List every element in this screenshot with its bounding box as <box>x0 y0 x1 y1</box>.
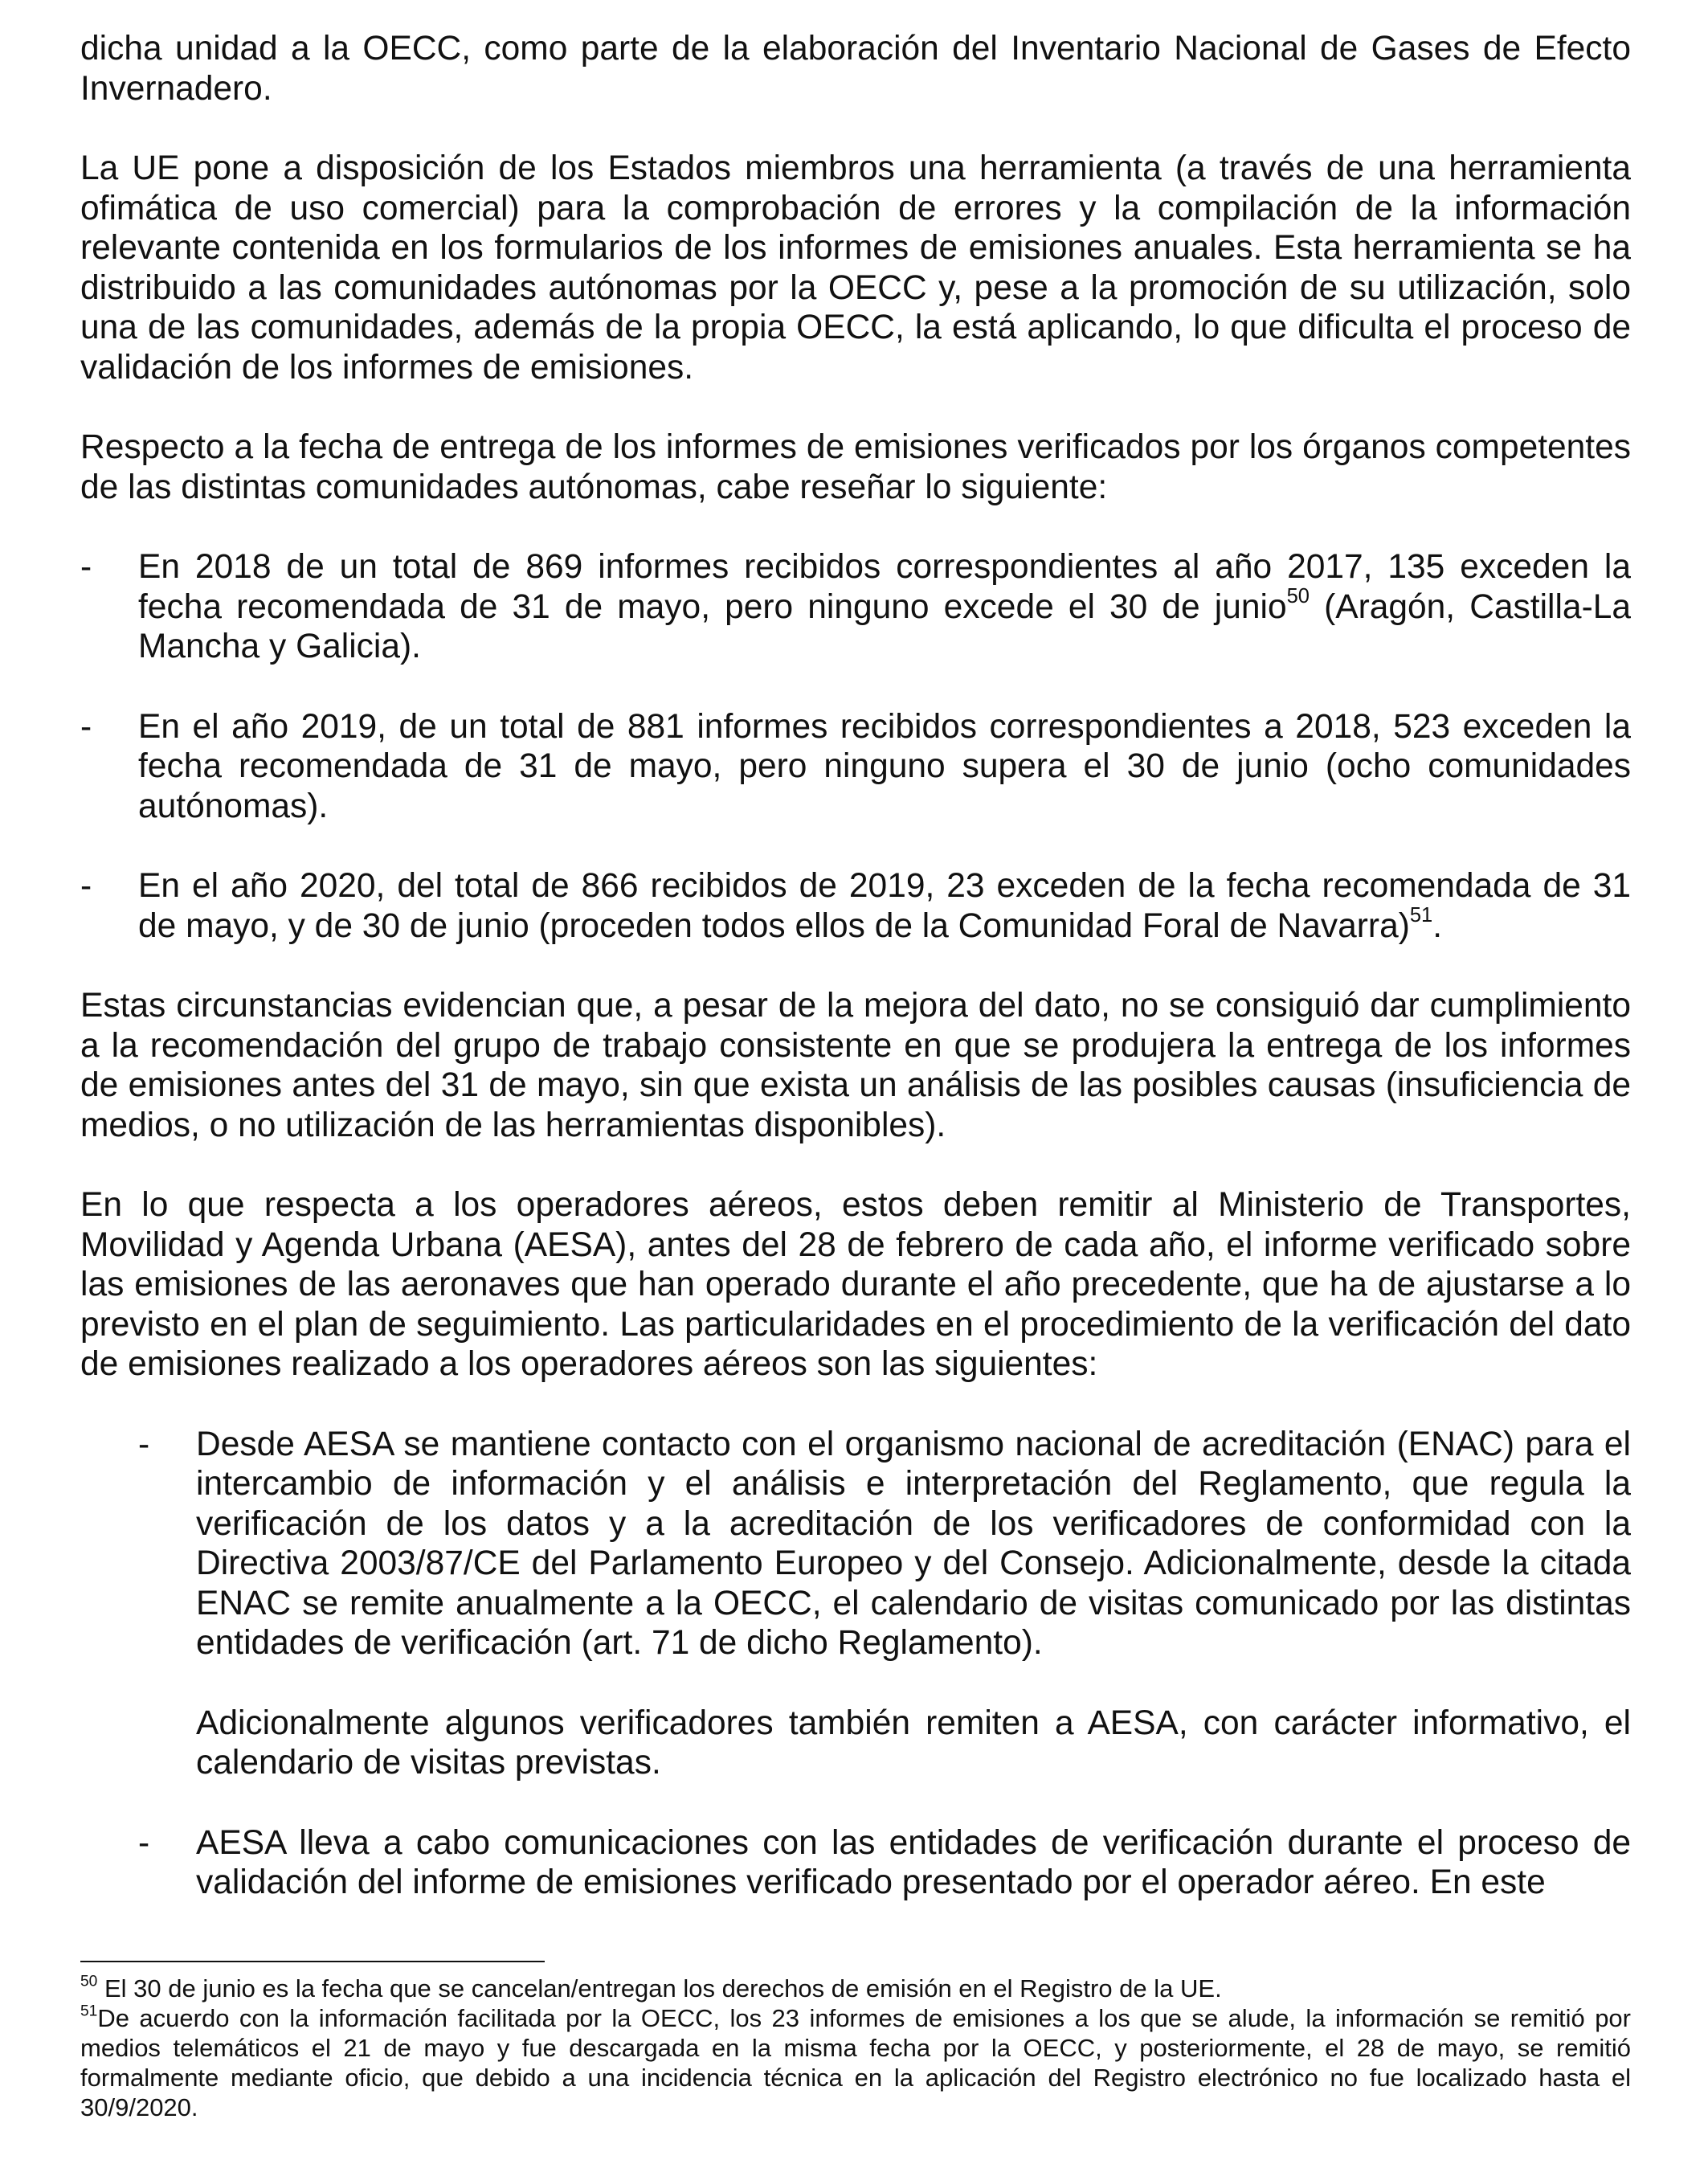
footnote-51 <box>80 2003 1631 2122</box>
footnotes <box>80 1974 1631 2122</box>
dash-bullet: - <box>80 867 92 905</box>
list-item-2018 <box>80 547 1631 667</box>
list-item-text: . <box>1432 906 1443 945</box>
list-item-text: Desde AESA se mantiene contacto con el organismo nacional de acreditación (ENAC) para el intercambio de información y el análisis e interpretación del Reglamento, que regula la verificación de los datos y a la acreditación de los verificadores de conformidad con la Directiva 2003/87/CE del Parlamento Europeo y del Consejo. Adicionalmente, desde la citada ENAC se remite anualmente a la OECC, el calendario de visitas comunicado por las distintas entidades de verificación (art. 71 de dicho Reglamento). <box>196 1425 1631 1662</box>
footnote-number: 51 <box>80 2002 98 2020</box>
dash-bullet: - <box>80 548 92 586</box>
dash-bullet: - <box>80 707 92 746</box>
body-text <box>80 29 1631 1903</box>
paragraph-inventario: dicha unidad a la OECC, como parte de la elaboración del Inventario Nacional de Gases de Efecto Invernadero. <box>80 30 1631 108</box>
list-item-2019 <box>80 707 1631 827</box>
list-item-text: En 2018 de un total de 869 informes recibidos correspondientes al año 2017, 135 exceden la fecha recomendada de 31 de mayo, pero ninguno excede el 30 de junio <box>138 548 1631 626</box>
footnote-number: 50 <box>80 1973 98 1990</box>
list-item-2020 <box>80 866 1631 946</box>
dash-bullet: - <box>138 1425 150 1463</box>
footnote-ref-51[interactable]: 51 <box>1409 903 1433 927</box>
paragraph-circunstancias: Estas circunstancias evidencian que, a pesar de la mejora del dato, no se consiguió dar cumplimiento a la recomendación del grupo de trabajo consistente en que se produjera la entrega de los informes de emisiones antes del 31 de mayo, sin que exista un análisis de las posibles causas (insuficiencia de medios, o no utilización de las herramientas disponibles). <box>80 987 1631 1144</box>
footnote-separator <box>80 1961 545 1962</box>
paragraph-operadores-aereos: En lo que respecta a los operadores aéreos, estos deben remitir al Ministerio de Transportes, Movilidad y Agenda Urbana (AESA), antes del 28 de febrero de cada año, el informe verificado sobre las emisiones de las aeronaves que han operado durante el año precedente, que ha de ajustarse a lo previsto en el plan de seguimiento. Las particularidades en el procedimiento de la verificación del dato de emisiones realizado a los operadores aéreos son las siguientes: <box>80 1186 1631 1383</box>
list-item-text: En el año 2019, de un total de 881 informes recibidos correspondientes a 2018, 523 exceden la fecha recomendada de 31 de mayo, pero ninguno supera el 30 de junio (ocho comunidades autónomas). <box>138 707 1631 825</box>
footnote-50 <box>80 1974 1631 2003</box>
footnote-text: El 30 de junio es la fecha que se cancelan/entregan los derechos de emisión en el Registro de la UE. <box>97 1974 1222 2002</box>
paragraph-herramienta-ue: La UE pone a disposición de los Estados miembros una herramienta (a través de una herramienta ofimática de uso comercial) para la comprobación de errores y la compilación de la información relevante contenida en los formularios de los informes de emisiones anuales. Esta herramienta se ha distribuido a las comunidades autónomas por la OECC y, pese a la promoción de su utilización, solo una de las comunidades, además de la propia OECC, la está aplicando, lo que dificulta el proceso de validación de los informes de emisiones. <box>80 149 1631 387</box>
dash-bullet: - <box>138 1823 150 1862</box>
list-item-aesa-enac <box>138 1425 1631 1663</box>
paragraph-fecha-entrega: Respecto a la fecha de entrega de los informes de emisiones verificados por los órganos competentes de las distintas comunidades autónomas, cabe reseñar lo siguiente: <box>80 428 1631 506</box>
list-item-aesa-comunicaciones <box>138 1823 1631 1903</box>
list-item-text: AESA lleva a cabo comunicaciones con las entidades de verificación durante el proceso de validación del informe de emisiones verificado presentado por el operador aéreo. En este <box>196 1823 1631 1901</box>
footnote-ref-50[interactable]: 50 <box>1286 584 1310 608</box>
footnote-text: De acuerdo con la información facilitada por la OECC, los 23 informes de emisiones a los que se alude, la información se remitió por medios telemáticos el 21 de mayo y fue descargada en la misma fecha por la OECC, y posteriormente, el 28 de mayo, se remitió formalmente mediante oficio, que debido a una incidencia técnica en la aplicación del Registro electrónico no fue localizado hasta el 30/9/2020. <box>80 2004 1631 2121</box>
list-item-text: En el año 2020, del total de 866 recibidos de 2019, 23 exceden de la fecha recomendada de 31 de mayo, y de 30 de junio (proceden todos ellos de la Comunidad Foral de Navarra) <box>138 867 1631 945</box>
paragraph-verificadores: Adicionalmente algunos verificadores también remiten a AESA, con carácter informativo, el calendario de visitas previstas. <box>196 1704 1631 1782</box>
list-item-text: (Aragón, Castilla-La Mancha y Galicia). <box>138 587 1631 665</box>
